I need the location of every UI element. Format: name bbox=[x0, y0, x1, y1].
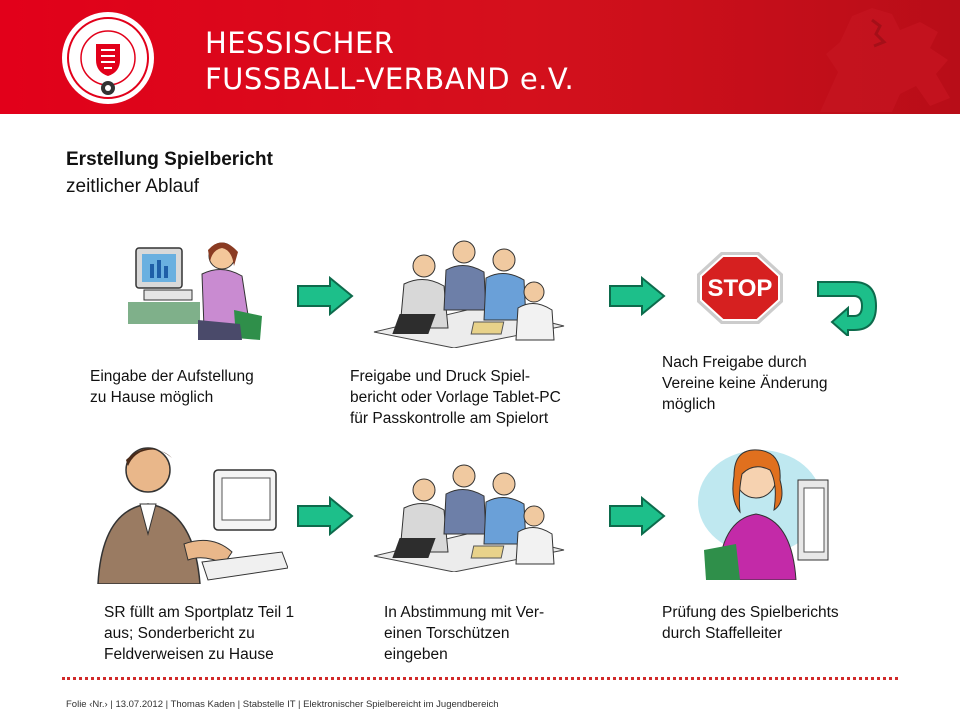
lion-icon bbox=[780, 2, 960, 114]
step3-caption: Nach Freigabe durch Vereine keine Änderung möglich bbox=[662, 354, 828, 413]
arrow-right-icon bbox=[296, 496, 354, 536]
arrow-right-icon bbox=[296, 276, 354, 316]
step5-caption: In Abstimmung mit Ver- einen Torschützen eingeben bbox=[384, 604, 545, 663]
return-arrow-icon bbox=[814, 276, 880, 336]
org-name-line1: HESSISCHER bbox=[205, 26, 395, 60]
org-name-line2: FUSSBALL-VERBAND e.V. bbox=[205, 62, 575, 96]
footer-text: Folie ‹Nr.› | 13.07.2012 | Thomas Kaden | Stabstelle IT | Elektronischer Spielbereicht im Jugendbereich bbox=[66, 699, 499, 710]
woman-reviewing-clipart bbox=[690, 440, 832, 580]
stop-sign-text: STOP bbox=[707, 275, 773, 302]
referee-at-computer-clipart bbox=[92, 434, 288, 584]
slide-title: Erstellung Spielbericht bbox=[66, 149, 273, 170]
stop-sign-icon bbox=[695, 250, 785, 326]
step2-caption: Freigabe und Druck Spiel- bericht oder Vorlage Tablet-PC für Passkontrolle am Spielort bbox=[350, 368, 561, 427]
woman-at-computer-clipart bbox=[124, 236, 264, 346]
team-meeting-clipart bbox=[364, 236, 568, 348]
step6-caption: Prüfung des Spielberichts durch Staffelleiter bbox=[662, 604, 839, 642]
team-meeting-clipart bbox=[364, 460, 568, 572]
arrow-right-icon bbox=[608, 496, 666, 536]
step4-caption: SR füllt am Sportplatz Teil 1 aus; Sonderbericht zu Feldverweisen zu Hause bbox=[104, 604, 295, 663]
slide-subtitle: zeitlicher Ablauf bbox=[66, 176, 200, 197]
footer-divider bbox=[62, 677, 898, 680]
header-banner bbox=[0, 0, 960, 114]
hfv-logo-icon bbox=[60, 10, 156, 106]
arrow-right-icon bbox=[608, 276, 666, 316]
step1-caption: Eingabe der Aufstellung zu Hause möglich bbox=[90, 368, 254, 406]
